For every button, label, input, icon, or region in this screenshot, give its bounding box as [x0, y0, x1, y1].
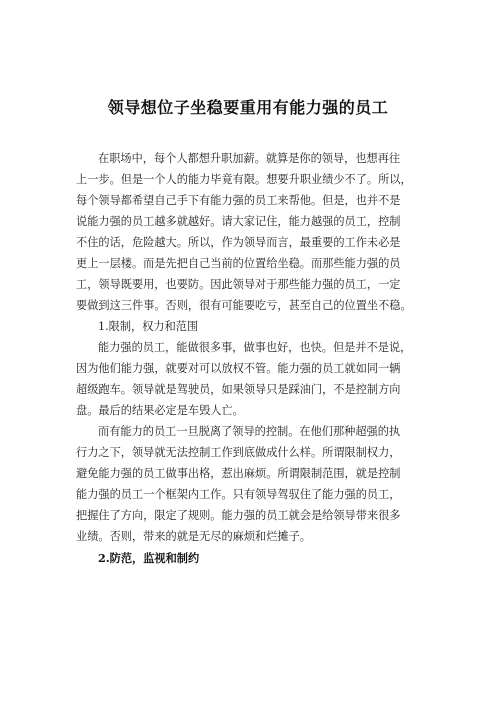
paragraph-line: 业绩。否则，带来的就是无尽的麻烦和烂摊子。 — [76, 530, 311, 543]
paragraph-line: 每个领导都希望自己手下有能力强的员工来帮他。但是，也并不是 — [76, 194, 401, 207]
paragraph-line: 工，领导既要用，也要防。因此领导对于那些能力强的员工，一定 — [76, 278, 401, 291]
paragraph-line: 更上一层楼。而是先把自己当前的位置给坐稳。而那些能力强的员 — [76, 257, 401, 270]
paragraph-line: 而有能力的员工一旦脱离了领导的控制。在他们那种超强的执 — [98, 425, 401, 438]
paragraph-line: 能力强的员工，能做很多事，做事也好，也快。但是并不是说， — [98, 341, 412, 354]
paragraph-line: 行力之下，领导就无法控制工作到底做成什么样。所谓限制权力， — [76, 446, 401, 459]
paragraph-line: 盘。最后的结果必定是车毁人亡。 — [76, 404, 244, 417]
paragraph-line: 说能力强的员工越多就越好。请大家记住，能力越强的员工，控制 — [76, 215, 401, 228]
paragraph-line: 不住的话，危险越大。所以，作为领导而言，最重要的工作未必是 — [76, 236, 401, 249]
paragraph-line: 上一步。但是一个人的能力毕竟有限。想要升职业绩少不了。所以， — [76, 173, 412, 186]
section-heading-1: 1.限制，权力和范围 — [98, 320, 199, 333]
paragraph-line: 在职场中，每个人都想升职加薪。就算是你的领导，也想再往 — [98, 152, 401, 165]
paragraph-line: 超级跑车。领导就是驾驶员，如果领导只是踩油门，不是控制方向 — [76, 383, 401, 396]
paragraph-line: 避免能力强的员工做事出格，惹出麻烦。所谓限制范围，就是控制 — [76, 467, 401, 480]
paragraph-line: 要做到这三件事。否则，很有可能要吃亏，甚至自己的位置坐不稳。 — [76, 299, 412, 312]
document-title: 领导想位子坐稳要重用有能力强的员工 — [107, 98, 389, 117]
paragraph-line: 把握住了方向，限定了规则。能力强的员工就会是给领导带来很多 — [76, 509, 401, 522]
section-heading-2: 2.防范，监视和制约 — [98, 551, 200, 565]
paragraph-line: 因为他们能力强，就要对可以放权不管。能力强的员工就如同一辆 — [76, 362, 401, 375]
paragraph-line: 能力强的员工一个框架内工作。只有领导驾驭住了能力强的员工， — [76, 488, 401, 501]
